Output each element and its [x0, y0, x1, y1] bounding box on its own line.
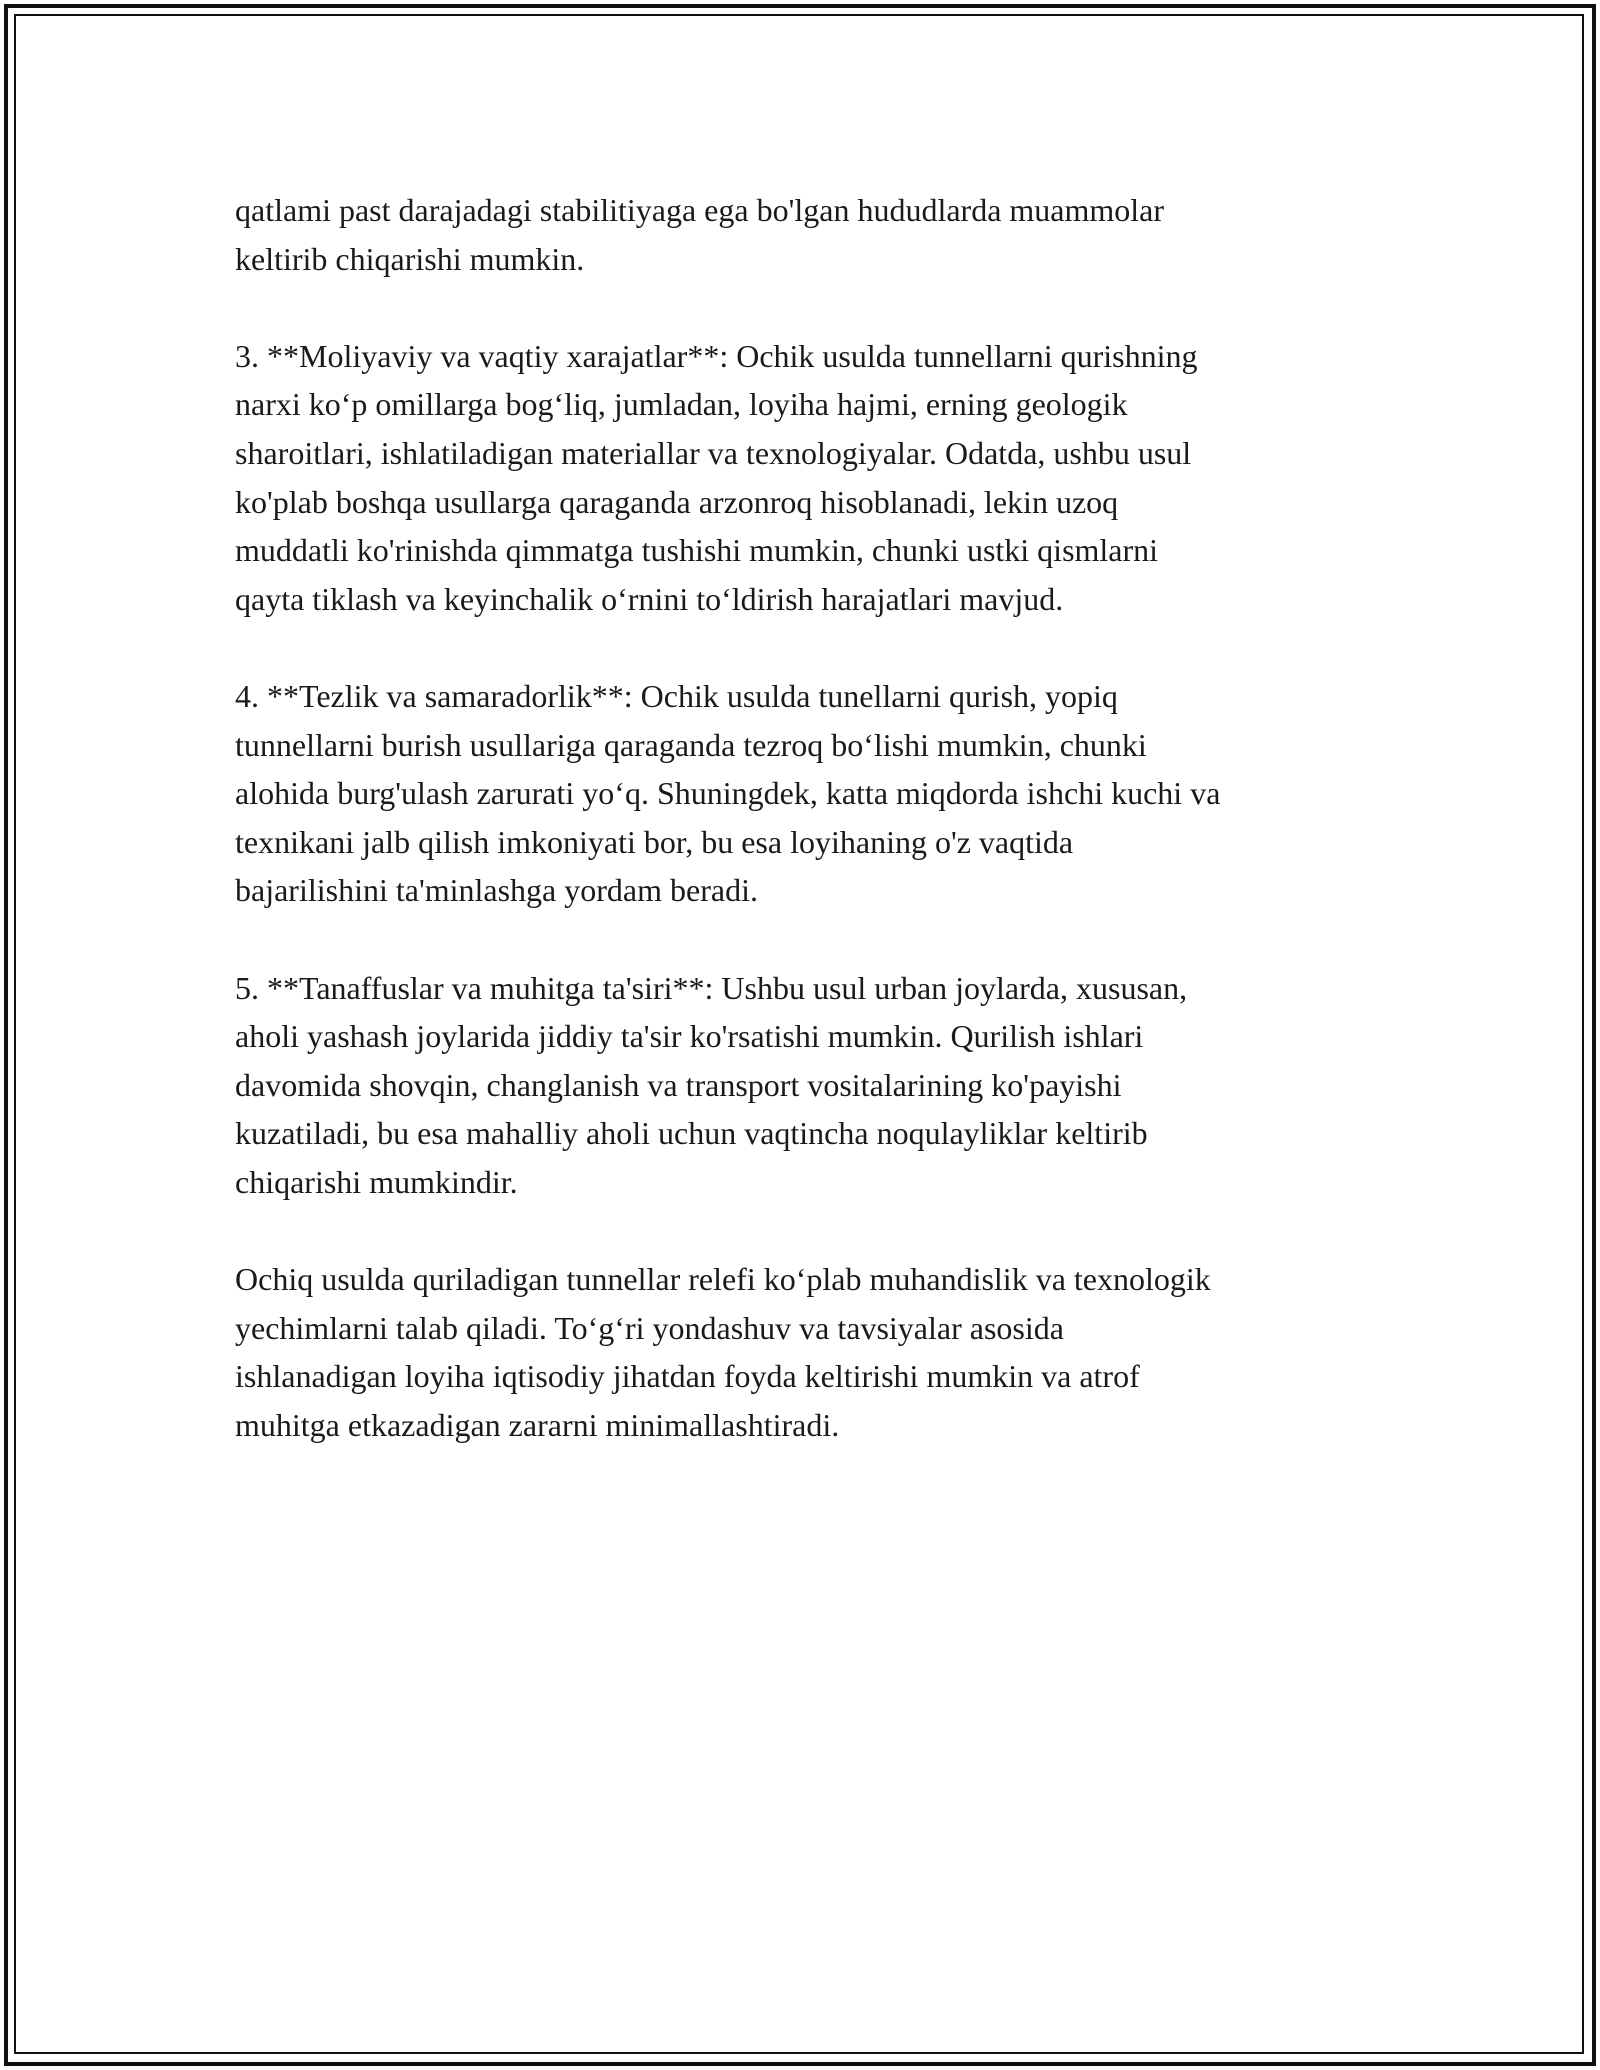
paragraph-conclusion: Ochiq usulda quriladigan tunnellar relefi ko‘plab muhandislik va texnologik yechimlarni talab qiladi. To‘g‘ri yondashuv va tavsiyalar asosida ishlanadigan loyiha iqtisodiy jihatdan foyda keltirishi mumkin va atrof muhitga etkazadigan zararni minimallashtiradi. — [235, 1261, 1211, 1443]
paragraph-speed-efficiency: 4. **Tezlik va samaradorlik**: Ochik usulda tunellarni qurish, yopiq tunnellarni burish usullariga qaraganda tezroq bo‘lishi mumkin, chunki alohida burg'ulash zarurati yo‘q. Shuningdek, katta miqdorda ishchi kuchi va texnikani jalb qilish imkoniyati bor, bu esa loyihaning o'z vaqtida bajarilishini ta'minlashga yordam beradi. — [235, 677, 1221, 909]
paragraph-continuation: qatlami past darajadagi stabilitiyaga ega bo'lgan hududlarda muammolar keltirib chiqarishi mumkin. — [235, 192, 1165, 277]
document-body — [235, 186, 1395, 1498]
paragraph-environmental-impact: 5. **Tanaffuslar va muhitga ta'siri**: Ushbu usul urban joylarda, xususan, aholi yashash joylarida jiddiy ta'sir ko'rsatishi mumkin. Qurilish ishlari davomida shovqin, changlanish va transport vositalarining ko'payishi kuzatiladi, bu esa mahalliy aholi uchun vaqtincha noqulayliklar keltirib chiqarishi mumkindir. — [235, 969, 1188, 1200]
paragraph-financial-costs: 3. **Moliyaviy va vaqtiy xarajatlar**: Ochik usulda tunnellarni qurishning narxi ko‘p omillarga bog‘liq, jumladan, loyiha hajmi, erning geologik sharoitlari, ishlatiladigan materiallar va texnologiyalar. Odatda, ushbu usul ko'plab boshqa usullarga qaraganda arzonroq hisoblanadi, lekin uzoq muddatli ko'rinishda qimmatga tushishi mumkin, chunki ustki qismlarni qayta tiklash va keyinchalik o‘rnini to‘ldirish harajatlari mavjud. — [235, 337, 1198, 617]
